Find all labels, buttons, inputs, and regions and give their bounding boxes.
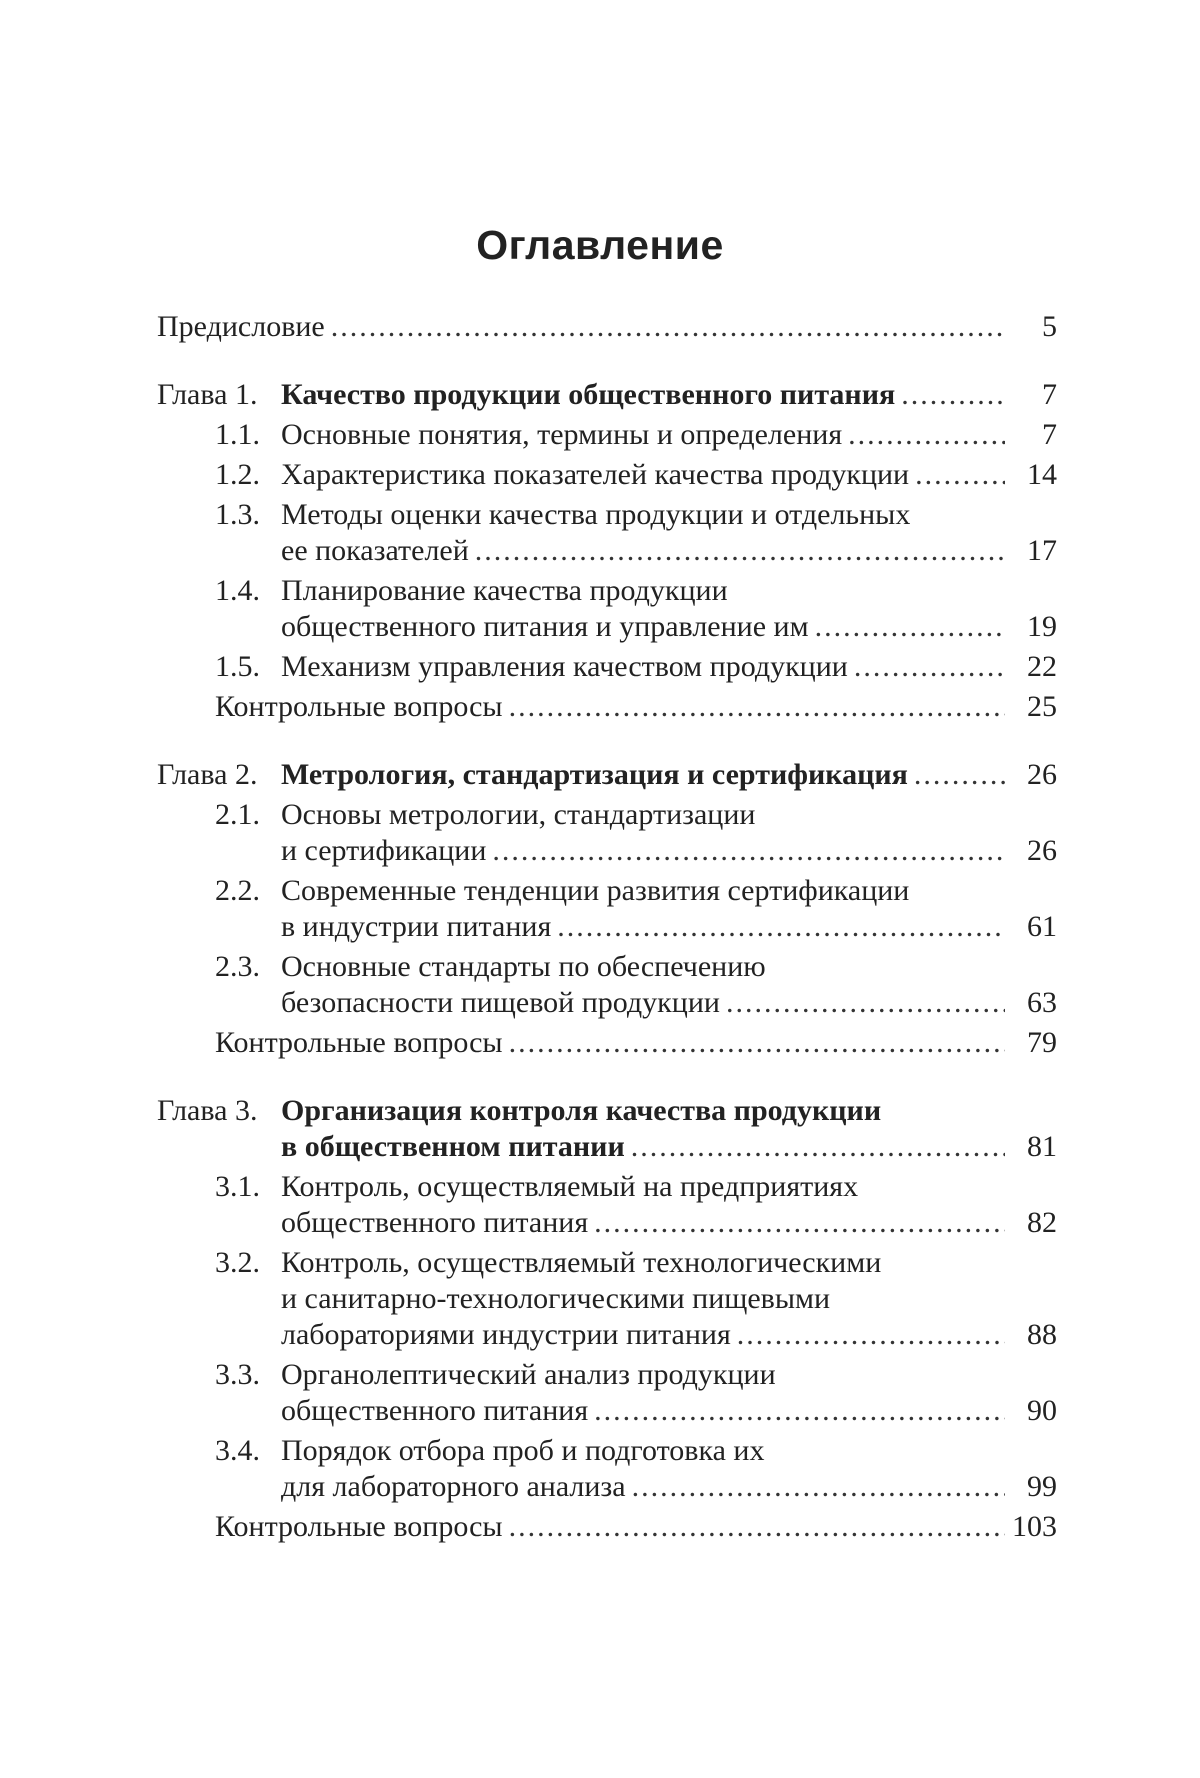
- leader-dots: [588, 1393, 1005, 1429]
- toc-entry-number: 3.4.: [215, 1434, 260, 1467]
- toc-entry-title: Органолептический анализ продукции: [281, 1358, 776, 1391]
- toc-section[interactable]: [157, 1433, 1057, 1505]
- toc-entry[interactable]: [157, 689, 1057, 725]
- toc-entry-number: 2.3.: [215, 950, 260, 983]
- leader-dots: [486, 833, 1005, 869]
- toc-section[interactable]: [157, 497, 1057, 569]
- toc-page-number: 26: [1027, 758, 1057, 791]
- toc-page-number: 88: [1027, 1318, 1057, 1351]
- leader-dots: [503, 1025, 1005, 1061]
- toc-entry-title: и санитарно-технологическими пищевыми: [281, 1282, 831, 1315]
- toc-entry-title: общественного питания: [281, 1394, 589, 1427]
- toc-page-number: 19: [1027, 610, 1057, 643]
- toc-page-number: 79: [1027, 1026, 1057, 1059]
- toc-chapter[interactable]: [157, 757, 1057, 793]
- toc-entry-title: Контроль, осуществляемый технологическими: [281, 1246, 882, 1279]
- leader-dots: [625, 1129, 1005, 1165]
- toc-page-number: 5: [1042, 310, 1057, 343]
- toc-page-number: 90: [1027, 1394, 1057, 1427]
- toc-entry-title: общественного питания: [281, 1206, 589, 1239]
- leader-dots: [842, 417, 1005, 453]
- leader-dots: [325, 309, 1005, 345]
- toc-page-number: 81: [1027, 1130, 1057, 1163]
- toc-entry-number: 2.2.: [215, 874, 260, 907]
- leader-dots: [551, 909, 1005, 945]
- toc-entry-number: 1.4.: [215, 574, 260, 607]
- toc-entry-number: 3.3.: [215, 1358, 260, 1391]
- leader-dots: [908, 757, 1005, 793]
- leader-dots: [503, 1509, 1005, 1545]
- toc-entry-number: Глава 3.: [157, 1094, 258, 1127]
- toc-entry-title: Контрольные вопросы: [215, 1510, 503, 1543]
- toc-entry-title: Метрология, стандартизация и сертификация: [281, 758, 908, 791]
- toc-entry-number: 3.1.: [215, 1170, 260, 1203]
- toc-entry[interactable]: [157, 1025, 1057, 1061]
- toc-entry-number: Глава 1.: [157, 378, 258, 411]
- toc-section[interactable]: [157, 949, 1057, 1021]
- leader-dots: [626, 1469, 1005, 1505]
- leader-dots: [909, 457, 1005, 493]
- toc-section[interactable]: [157, 1357, 1057, 1429]
- toc-entry-title: и сертификации: [281, 834, 487, 867]
- toc-page-number: 99: [1027, 1470, 1057, 1503]
- leader-dots: [895, 377, 1005, 413]
- leader-dots: [503, 689, 1005, 725]
- toc-entry-title: Планирование качества продукции: [281, 574, 728, 607]
- toc-section[interactable]: [157, 649, 1057, 685]
- toc-entry-number: 2.1.: [215, 798, 260, 831]
- toc-entry[interactable]: [157, 1509, 1057, 1545]
- toc-section[interactable]: [157, 457, 1057, 493]
- toc-entry-number: Глава 2.: [157, 758, 258, 791]
- toc-entry-title: лабораториями индустрии питания: [281, 1318, 731, 1351]
- toc-section[interactable]: [157, 417, 1057, 453]
- toc-entry-title: Предисловие: [157, 310, 325, 343]
- toc-entry-number: 1.5.: [215, 650, 260, 683]
- toc-entry-title: в индустрии питания: [281, 910, 552, 943]
- toc-entry-title: в общественном питании: [281, 1130, 625, 1163]
- toc-entry-title: Современные тенденции развития сертификации: [281, 874, 910, 907]
- toc-section[interactable]: [157, 1245, 1057, 1353]
- toc-page-number: 26: [1027, 834, 1057, 867]
- toc-entry-title: Организация контроля качества продукции: [281, 1094, 882, 1127]
- leader-dots: [731, 1317, 1005, 1353]
- toc-section[interactable]: [157, 1169, 1057, 1241]
- toc-entry-title: Механизм управления качеством продукции: [281, 650, 848, 683]
- toc-page-number: 103: [1012, 1510, 1057, 1543]
- toc-page-number: 63: [1027, 986, 1057, 1019]
- toc-entry-title: Качество продукции общественного питания: [281, 378, 896, 411]
- toc-entry-title: Порядок отбора проб и подготовка их: [281, 1434, 765, 1467]
- toc-entry-title: общественного питания и управление им: [281, 610, 809, 643]
- toc-chapter[interactable]: [157, 377, 1057, 413]
- toc-entry-title: Контроль, осуществляемый на предприятиях: [281, 1170, 859, 1203]
- leader-dots: [469, 533, 1005, 569]
- toc-page-number: 7: [1042, 418, 1057, 451]
- toc-page-number: 61: [1027, 910, 1057, 943]
- leader-dots: [848, 649, 1005, 685]
- toc-entry-title: ее показателей: [281, 534, 469, 567]
- toc-entry-title: Контрольные вопросы: [215, 1026, 503, 1059]
- leader-dots: [720, 985, 1005, 1021]
- toc-entry-title: Основные стандарты по обеспечению: [281, 950, 766, 983]
- toc-section[interactable]: [157, 873, 1057, 945]
- toc-chapter[interactable]: [157, 1093, 1057, 1165]
- toc-section[interactable]: [157, 573, 1057, 645]
- toc-section[interactable]: [157, 797, 1057, 869]
- toc-page-number: 22: [1027, 650, 1057, 683]
- toc-entry-title: Основные понятия, термины и определения: [281, 418, 843, 451]
- toc-entry-title: Контрольные вопросы: [215, 690, 503, 723]
- toc-entry-title: для лабораторного анализа: [281, 1470, 626, 1503]
- toc-entry-number: 3.2.: [215, 1246, 260, 1279]
- page-title: Оглавление: [476, 222, 724, 268]
- toc-entry-number: 1.3.: [215, 498, 260, 531]
- leader-dots: [588, 1205, 1005, 1241]
- toc-page-number: 14: [1027, 458, 1057, 491]
- toc-entry-title: Методы оценки качества продукции и отдельных: [281, 498, 911, 531]
- toc-entry-title: безопасности пищевой продукции: [281, 986, 720, 1019]
- toc-entry-title: Основы метрологии, стандартизации: [281, 798, 756, 831]
- toc-entry-number: 1.2.: [215, 458, 260, 491]
- toc-entry-title: Характеристика показателей качества продукции: [281, 458, 910, 491]
- toc-page-number: 25: [1027, 690, 1057, 723]
- toc-entry[interactable]: [157, 309, 1057, 345]
- toc-entry-number: 1.1.: [215, 418, 260, 451]
- toc-page-number: 82: [1027, 1206, 1057, 1239]
- toc-page-number: 7: [1042, 378, 1057, 411]
- leader-dots: [809, 609, 1005, 645]
- toc-page-number: 17: [1027, 534, 1057, 567]
